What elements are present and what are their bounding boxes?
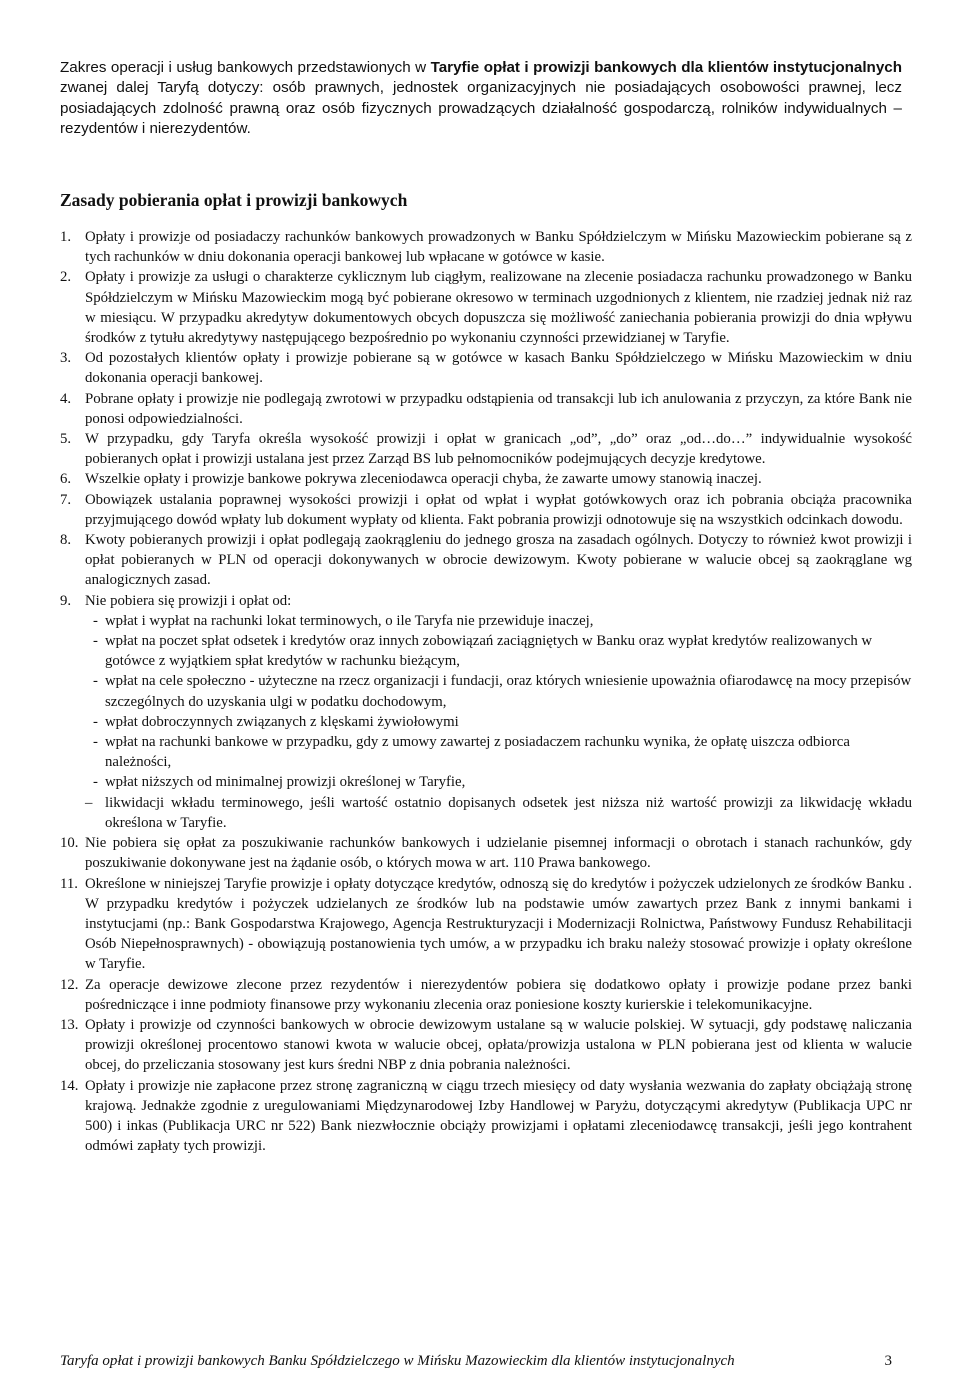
exemption-text: wpłat na cele społeczno - użyteczne na rzecz organizacji i fundacji, oraz których wniesienie upoważnia ofiarodawcę na mocy przepisów szczególnych do uzyskania ulgi w podatku dochodowym, — [105, 673, 912, 710]
rule-text: Opłaty i prowizje od posiadaczy rachunków bankowych prowadzonych w Banku Spółdzielczym w Mińsku Mazowieckim pobierane są z tych rachunków w dniu dokonania operacji bankowej lub wpłacane w gotówce w kasie. — [85, 229, 912, 266]
rule-item — [60, 1015, 912, 1076]
rule-text: Opłaty i prowizje nie zapłacone przez stronę zagraniczną w ciągu trzech miesięcy od daty wysłania wezwania do zapłaty obciążają stronę krajową. Jednakże zgodnie z uregulowaniami Międzynarodowej Izby Handlowej w Paryżu, dotyczącymi akredytyw (Publikacja UPC nr 500) i inkas (Publikacja URC nr 522) Bank niezwłocznie obciąży prowizjami i opłatami zleceniodawcę transakcji, jeśli jego kontrahent odmówi zapłaty tych prowizji. — [85, 1077, 912, 1155]
rule-item — [60, 469, 912, 489]
rule-text: Kwoty pobieranych prowizji i opłat podlegają zaokrągleniu do jednego grosza na zasadach ogólnych. Dotyczy to również kwot prowizji i opłat pobieranych w PLN od operacji dokonywanych w obrocie dewizowym. Kwoty pobierane w walucie obcej są zaokrąglane wg analogicznych zasad. — [85, 532, 912, 589]
rule-item — [60, 490, 912, 530]
rule-text: Opłaty i prowizje od czynności bankowych w obrocie dewizowym ustalane są w walucie polskiej. W sytuacji, gdy podstawę naliczania prowizji określonej procentowo stanowi kwota w walucie obcej, opłata/prowizja ustalona w PLN pobierana jest od klienta w walucie obcej, do przeliczania stosowany jest kurs średni NBP z dnia pobrania należności. — [85, 1016, 912, 1074]
rule-number: 3. — [60, 350, 72, 367]
list-dash: - — [93, 612, 98, 629]
rule-number: 8. — [60, 532, 72, 549]
rule-item — [60, 389, 912, 429]
intro-text-start: Zakres operacji i usług bankowych przedstawionych w — [60, 59, 431, 76]
rule-text: Wszelkie opłaty i prowizje bankowe pokrywa zleceniodawca operacji chyba, że zawarte umowy stanowią inaczej. — [85, 471, 762, 488]
rule-item — [60, 591, 912, 833]
rule-text: Od pozostałych klientów opłaty i prowizje pobierane są w gotówce w kasach Banku Spółdzielczego w Mińsku Mazowieckim w dniu dokonania operacji bankowej. — [85, 350, 912, 387]
rule-number: 2. — [60, 269, 72, 286]
rule-text: Obowiązek ustalania poprawnej wysokości prowizji i opłat od wpłat i wypłat gotówkowych oraz ich pobrania obciąża pracownika przyjmującego dowód wpłaty lub dokument wypłaty od klienta. Fakt pobrania prowizji odnotowuje się na wszystkich odcinkach dowodu. — [85, 491, 912, 528]
exemption-text: wpłat na rachunki bankowe w przypadku, gdy z umowy zawartej z posiadaczem rachunku wynika, że opłatę uiszcza odbiorca należności, — [105, 734, 850, 771]
exemption-item — [93, 631, 912, 671]
rule-item — [60, 267, 912, 348]
exemption-item — [85, 793, 912, 833]
page-footer — [60, 1353, 892, 1370]
exemption-text: wpłat i wypłat na rachunki lokat terminowych, o ile Taryfa nie przewiduje inaczej, — [105, 612, 594, 629]
rule-number: 6. — [60, 471, 72, 488]
exemption-text: wpłat dobroczynnych związanych z klęskami żywiołowymi — [105, 713, 459, 730]
rule-number: 4. — [60, 390, 72, 407]
exemption-item — [93, 772, 912, 792]
exemption-item — [93, 712, 912, 732]
rule-text: Pobrane opłaty i prowizje nie podlegają zwrotowi w przypadku odstąpienia od transakcji lub ich anulowania z przyczyn, za które Bank nie ponosi odpowiedzialności. — [85, 390, 912, 427]
rule-text: Określone w niniejszej Taryfie prowizje i opłaty dotyczące kredytów, odnoszą się do kredytów i pożyczek udzielonych ze środków Banku . W przypadku kredytów i pożyczek udzielanych ze środków lub na podstawie umów zawartych przez Bank z innymi bankami i instytucjami (np.: Bank Gospodarstwa Krajowego, Agencja Restrukturyzacji i Modernizacji Rolnictwa, Państwowy Fundusz Rehabilitacji Osób Niepełnosprawnych) - obowiązują postanowienia tych umów, a w przypadku ich braku należy stosować prowizje i opłaty określone w Taryfie. — [85, 875, 912, 973]
rule-number: 11. — [60, 875, 78, 892]
exemption-text: wpłat niższych od minimalnej prowizji określonej w Taryfie, — [105, 774, 466, 791]
rule-number: 1. — [60, 229, 72, 245]
list-dash: - — [93, 713, 98, 730]
rule-item — [60, 1076, 912, 1157]
page-number: 3 — [884, 1353, 892, 1369]
rule-item — [60, 530, 912, 591]
exemption-text: wpłat na poczet spłat odsetek i kredytów oraz innych zobowiązań zaciągniętych w Banku oraz wypłat kredytów realizowanych w gotówce z wyjątkiem spłat kredytów w rachunku bieżącym, — [105, 633, 873, 670]
exemptions-list — [85, 611, 912, 833]
rule-number: 5. — [60, 431, 72, 448]
rule-number: 9. — [60, 592, 72, 609]
exemption-text: likwidacji wkładu terminowego, jeśli wartość ostatnio dopisanych odsetek jest niższa niż wartość prowizji za likwidację wkładu określona w Taryfie. — [105, 794, 912, 831]
rule-text: Za operacje dewizowe zlecone przez rezydentów i nierezydentów pobiera się dodatkowo opłaty i prowizje podane przez banki pośredniczące i inne podmioty finansowe przy wykonaniu zlecenia oraz poniesione koszty kurierskie i telekomunikacyjne. — [85, 976, 912, 1013]
list-dash: - — [93, 633, 98, 650]
rule-item — [60, 975, 912, 1015]
list-dash: - — [93, 673, 98, 690]
rule-number: 13. — [60, 1016, 79, 1033]
rule-text: Opłaty i prowizje za usługi o charakterze cyklicznym lub ciągłym, realizowane na zlecenie posiadacza rachunku prowadzonego w Banku Spółdzielczym w Mińsku Mazowieckim mogą być pobierane okresowo w terminach uzgodnionych z klientem, nie rzadziej jednak niż raz w miesiącu. W przypadku akredytyw dokumentowych obcych dopuszcza się możliwość zaniechania pobierania prowizji do dnia wpływu środków z tytułu akredytywy następującego bezpośrednio po wykonaniu czynności przewidzianej w Taryfie. — [85, 269, 912, 347]
rule-number: 12. — [60, 976, 79, 993]
list-dash: - — [93, 734, 98, 751]
exemption-item — [93, 671, 912, 711]
rule-number: 14. — [60, 1077, 79, 1094]
rule-item — [60, 348, 912, 388]
rule-item — [60, 227, 912, 267]
rules-list — [60, 227, 912, 1156]
intro-paragraph — [60, 58, 902, 139]
rule-text: Nie pobiera się opłat za poszukiwanie rachunków bankowych i udzielanie pisemnej informacji o obrotach i stanach rachunków, gdy poszukiwanie dokonywane jest na żądanie osób, o których mowa w art. 110 Prawa bankowego. — [85, 835, 912, 872]
section-heading: Zasady pobierania opłat i prowizji bankowych — [60, 190, 408, 210]
rule-item — [60, 429, 912, 469]
exemption-item — [93, 611, 912, 631]
footer-text: Taryfa opłat i prowizji bankowych Banku Spółdzielczego w Mińsku Mazowieckim dla klientów instytucjonalnych — [60, 1353, 735, 1369]
list-dash: - — [93, 774, 98, 791]
rule-item — [60, 874, 912, 975]
rule-number: 10. — [60, 835, 79, 852]
list-dash: – — [85, 794, 93, 811]
rule-text: W przypadku, gdy Taryfa określa wysokość prowizji i opłat w granicach „od”, „do” oraz „od…do…” indywidualnie wysokość pobieranych opłat i prowizji ustalana jest przez Zarząd BS lub pełnomocników podejmujących decyzje kredytowe. — [85, 431, 912, 468]
rule-item — [60, 833, 912, 873]
exemption-item — [93, 732, 912, 772]
rule-text: Nie pobiera się prowizji i opłat od: — [85, 592, 292, 609]
rule-number: 7. — [60, 491, 72, 508]
intro-text-end: zwanej dalej Taryfą dotyczy: osób prawnych, jednostek organizacyjnych nie posiadających osobowości prawnej, lecz posiadających zdolność prawną oraz osób fizycznych prowadzących działalność gospodarczą, rolników indywidualnych – rezydentów i nierezydentów. — [60, 79, 902, 137]
intro-bold-title: Taryfie opłat i prowizji bankowych dla klientów instytucjonalnych — [430, 59, 902, 76]
